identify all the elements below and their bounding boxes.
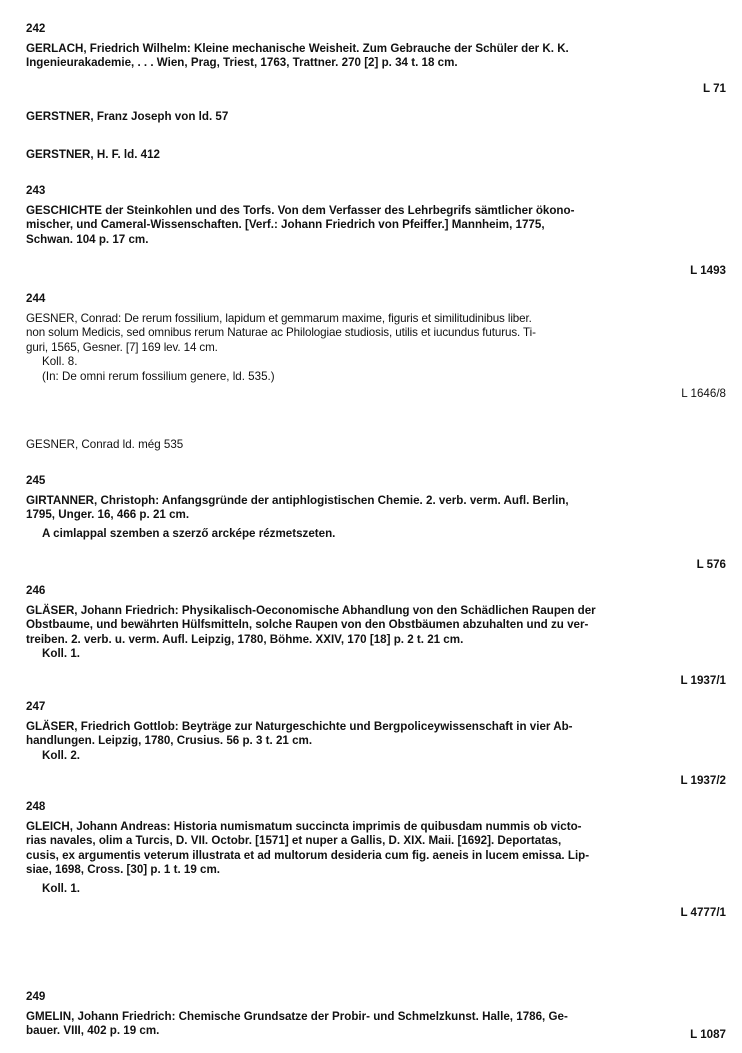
call-number: L 1937/2 — [680, 774, 726, 787]
entry-text-line: guri, 1565, Gesner. [7] 169 lev. 14 cm. — [26, 340, 218, 354]
catalogue-entry-243 — [26, 184, 726, 279]
call-number: L 1493 — [690, 264, 726, 277]
catalogue-entry-246 — [26, 584, 726, 687]
entry-number: 243 — [26, 184, 46, 197]
entry-text-line: 1795, Unger. 16, 466 p. 21 cm. — [26, 508, 190, 522]
call-number: L 4777/1 — [680, 906, 726, 919]
entry-number: 245 — [26, 474, 46, 487]
entry-note: Koll. 2. — [42, 748, 81, 762]
entry-number: 242 — [26, 22, 46, 35]
cross-reference: GERSTNER, Franz Joseph von ld. 57 — [26, 110, 229, 123]
catalogue-entry-242 — [26, 22, 726, 97]
entry-text-line: rias navales, olim a Turcis, D. VII. Octobr. [1571] et nuper a Gallis, D. XIX. Maii. [1692]. Deportatas, — [26, 834, 562, 848]
catalogue-entry-248 — [26, 800, 726, 919]
entry-text-line: handlungen. Leipzig, 1780, Crusius. 56 p. 3 t. 21 cm. — [26, 734, 313, 748]
entry-number: 246 — [26, 584, 46, 597]
entry-text-line: GIRTANNER, Christoph: Anfangsgründe der antiphlogistischen Chemie. 2. verb. verm. Aufl. Berlin, — [26, 493, 569, 507]
entry-text-line: GESNER, Conrad: De rerum fossilium, lapidum et gemmarum maxime, figuris et similitudinibus liber. — [26, 311, 532, 325]
entry-note: Koll. 1. — [42, 647, 81, 661]
entry-text-line: bauer. VIII, 402 p. 19 cm. — [26, 1024, 160, 1038]
call-number: L 576 — [696, 558, 726, 571]
call-number: L 71 — [703, 82, 726, 95]
entry-text-line: Obstbaume, und bewährten Hülfsmitteln, solche Raupen von den Obstbäumen abzuhalten und zu ver- — [26, 618, 589, 632]
entry-number: 248 — [26, 800, 46, 813]
cross-reference: GESNER, Conrad ld. még 535 — [26, 438, 184, 451]
entry-text-line: GERLACH, Friedrich Wilhelm: Kleine mechanische Weisheit. Zum Gebrauche der Schüler der K. K. — [26, 41, 569, 55]
entry-text-line: siae, 1698, Cross. [30] p. 1 t. 19 cm. — [26, 863, 220, 877]
entry-number: 249 — [26, 990, 46, 1003]
call-number: L 1646/8 — [681, 387, 726, 400]
cross-reference: GERSTNER, H. F. ld. 412 — [26, 148, 161, 161]
catalogue-entry-245 — [26, 474, 726, 574]
entry-text-line: GLEICH, Johann Andreas: Historia numismatum succincta imprimis de quibusdam nummis ob victo- — [26, 819, 582, 833]
catalogue-entry-247 — [26, 700, 726, 790]
entry-note: Koll. 8. — [42, 355, 78, 369]
entry-number: 244 — [26, 292, 46, 305]
entry-text-line: Ingenieurakademie, . . . Wien, Prag, Triest, 1763, Trattner. 270 [2] p. 34 t. 18 cm. — [26, 56, 458, 70]
entry-text-line: mischer, und Cameral-Wissenschaften. [Verf.: Johann Friedrich von Pfeiffer.] Mannheim, 1775, — [26, 218, 545, 232]
entry-number: 247 — [26, 700, 46, 713]
entry-note: Koll. 1. — [42, 881, 81, 895]
entry-text-line: GESCHICHTE der Steinkohlen und des Torfs. Von dem Verfasser des Lehrbegrifs sämtlicher ökono- — [26, 203, 575, 217]
call-number: L 1087 — [690, 1028, 726, 1041]
entry-text-line: GLÄSER, Johann Friedrich: Physikalisch-Oeconomische Abhandlung von den Schädlichen Raupen der — [26, 603, 596, 617]
catalogue-entry-249 — [26, 990, 726, 1045]
entry-note: (In: De omni rerum fossilium genere, ld. 535.) — [42, 369, 275, 383]
entry-text-line: Schwan. 104 p. 17 cm. — [26, 232, 149, 246]
entry-text-line: cusis, ex argumentis veterum illustrata et ad multorum desideria cum fig. aeneis in lucem emissa. Lip- — [26, 848, 590, 862]
entry-text-line: treiben. 2. verb. u. verm. Aufl. Leipzig, 1780, Böhme. XXIV, 170 [18] p. 2 t. 21 cm. — [26, 632, 464, 646]
catalogue-entry-244 — [26, 292, 726, 402]
entry-text-line: GLÄSER, Friedrich Gottlob: Beyträge zur Naturgeschichte und Bergpoliceywissenschaft in vier Ab- — [26, 719, 573, 733]
entry-text-line: GMELIN, Johann Friedrich: Chemische Grundsatze der Probir- und Schmelzkunst. Halle, 1786, Ge- — [26, 1009, 568, 1023]
entry-text-line: non solum Medicis, sed omnibus rerum Naturae ac Philologiae studiosis, utilis et iucundus futurus. Ti- — [26, 326, 536, 340]
call-number: L 1937/1 — [680, 674, 726, 687]
entry-note: A cimlappal szemben a szerző arcképe rézmetszeten. — [42, 526, 336, 540]
